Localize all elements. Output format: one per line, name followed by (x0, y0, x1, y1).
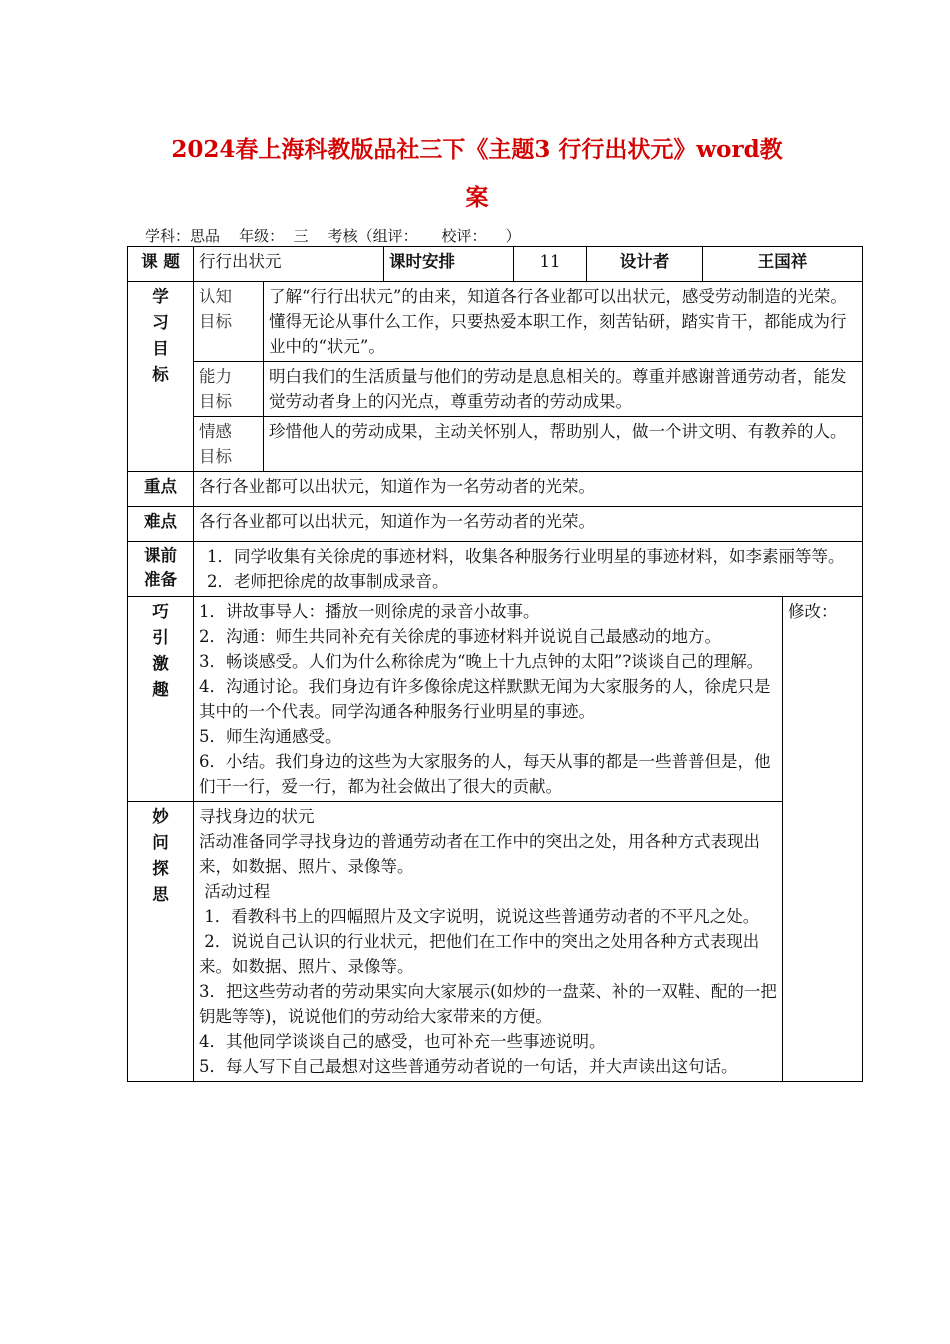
prep-line-2: 2．老师把徐虎的故事制成录音。 (207, 572, 449, 591)
goals-label-text: 学习目标 (152, 287, 169, 384)
prep-label-text: 课前准备 (144, 546, 177, 589)
goal-ability-name-text: 能力目标 (199, 367, 232, 411)
explore-line-3: 活动过程 (199, 882, 271, 901)
prep-line-1: 1．同学收集有关徐虎的事迹材料，收集各种服务行业明星的事迹材料，如李素丽等等。 (207, 547, 845, 566)
key-point-text: 各行各业都可以出状元，知道作为一名劳动者的光荣。 (194, 472, 863, 507)
explore-content (194, 802, 783, 1082)
goal-cognitive-name (194, 282, 264, 362)
explore-line-2: 活动准备同学寻找身边的普通劳动者在工作中的突出之处，用各种方式表现出来，如数据、照片、录像等。 (199, 832, 760, 876)
topic-label: 课 题 (128, 247, 194, 282)
designer-label: 设计者 (587, 247, 703, 282)
topic-value: 行行出状元 (194, 247, 384, 282)
designer-value: 王国祥 (703, 247, 863, 282)
goal-cognitive-text: 了解“行行出状元”的由来，知道各行各业都可以出状元，感受劳动制造的光荣。 懂得无论从事什么工作，只要热爱本职工作，刻苦钻研，踏实肯干，都能成为行业中的“状元”。 (264, 282, 863, 362)
goal-cognitive-name-text: 认知目标 (199, 287, 232, 331)
explore-line-1: 寻找身边的状元 (199, 807, 315, 826)
revise-column (783, 597, 863, 1082)
goals-label (128, 282, 194, 472)
goal-ability-name (194, 362, 264, 417)
explore-line-4: 1．看教科书上的四幅照片及文字说明，说说这些普通劳动者的不平凡之处。 (199, 907, 760, 926)
intro-line-6: 6．小结。我们身边的这些为大家服务的人，每天从事的都是一些普普但是，他们干一行，爱一行，都为社会做出了很大的贡献。 (199, 752, 771, 796)
goal-emotion-text: 珍惜他人的劳动成果，主动关怀别人，帮助别人，做一个讲文明、有教养的人。 (264, 417, 863, 472)
document-title-line-1: 2024春上海科教版品社三下《主题3 行行出状元》word教 (171, 136, 783, 163)
subject-meta: 学科：思品 年级： 三 考核（组评： 校评： ） (145, 227, 521, 245)
prep-label (128, 542, 194, 597)
hours-value: 11 (514, 247, 587, 282)
key-point-label: 重点 (128, 472, 194, 507)
difficulty-text: 各行各业都可以出状元，知道作为一名劳动者的光荣。 (194, 507, 863, 542)
intro-line-5: 5．师生沟通感受。 (199, 727, 342, 746)
hours-label: 课时安排 (384, 247, 514, 282)
prep-content (194, 542, 863, 597)
lesson-plan-table (127, 246, 863, 1082)
explore-line-8: 5．每人写下自己最想对这些普通劳动者说的一句话，并大声读出这句话。 (199, 1057, 738, 1076)
explore-line-6: 3．把这些劳动者的劳动果实向大家展示(如炒的一盘菜、补的一双鞋、配的一把钥匙等等)，说说他们的劳动给大家带来的方便。 (199, 982, 777, 1026)
goal-emotion-name (194, 417, 264, 472)
intro-line-4: 4．沟通讨论。我们身边有许多像徐虎这样默默无闻为大家服务的人，徐虎只是其中的一个代表。同学沟通各种服务行业明星的事迹。 (199, 677, 771, 721)
intro-line-2: 2．沟通：师生共同补充有关徐虎的事迹材料并说说自己最感动的地方。 (199, 627, 721, 646)
difficulty-label: 难点 (128, 507, 194, 542)
goal-emotion-name-text: 情感目标 (199, 422, 232, 466)
intro-line-3: 3．畅谈感受。人们为什么称徐虎为“晚上十九点钟的太阳”?谈谈自己的理解。 (199, 652, 764, 671)
intro-content (194, 597, 783, 802)
explore-line-5: 2．说说自己认识的行业状元，把他们在工作中的突出之处用各种方式表现出来。如数据、照片、录像等。 (199, 932, 760, 976)
explore-label-text: 妙问探思 (152, 807, 169, 904)
explore-label (128, 802, 194, 1082)
revise-label: 修改： (788, 602, 838, 621)
intro-label-text: 巧引激趣 (152, 602, 169, 699)
intro-label (128, 597, 194, 802)
document-title-line-2: 案 (465, 184, 489, 211)
goal-ability-text: 明白我们的生活质量与他们的劳动是息息相关的。尊重并感谢普通劳动者，能发觉劳动者身上的闪光点，尊重劳动者的劳动成果。 (264, 362, 863, 417)
intro-line-1: 1．讲故事导人：播放一则徐虎的录音小故事。 (199, 602, 540, 621)
explore-line-7: 4．其他同学谈谈自己的感受，也可补充一些事迹说明。 (199, 1032, 606, 1051)
